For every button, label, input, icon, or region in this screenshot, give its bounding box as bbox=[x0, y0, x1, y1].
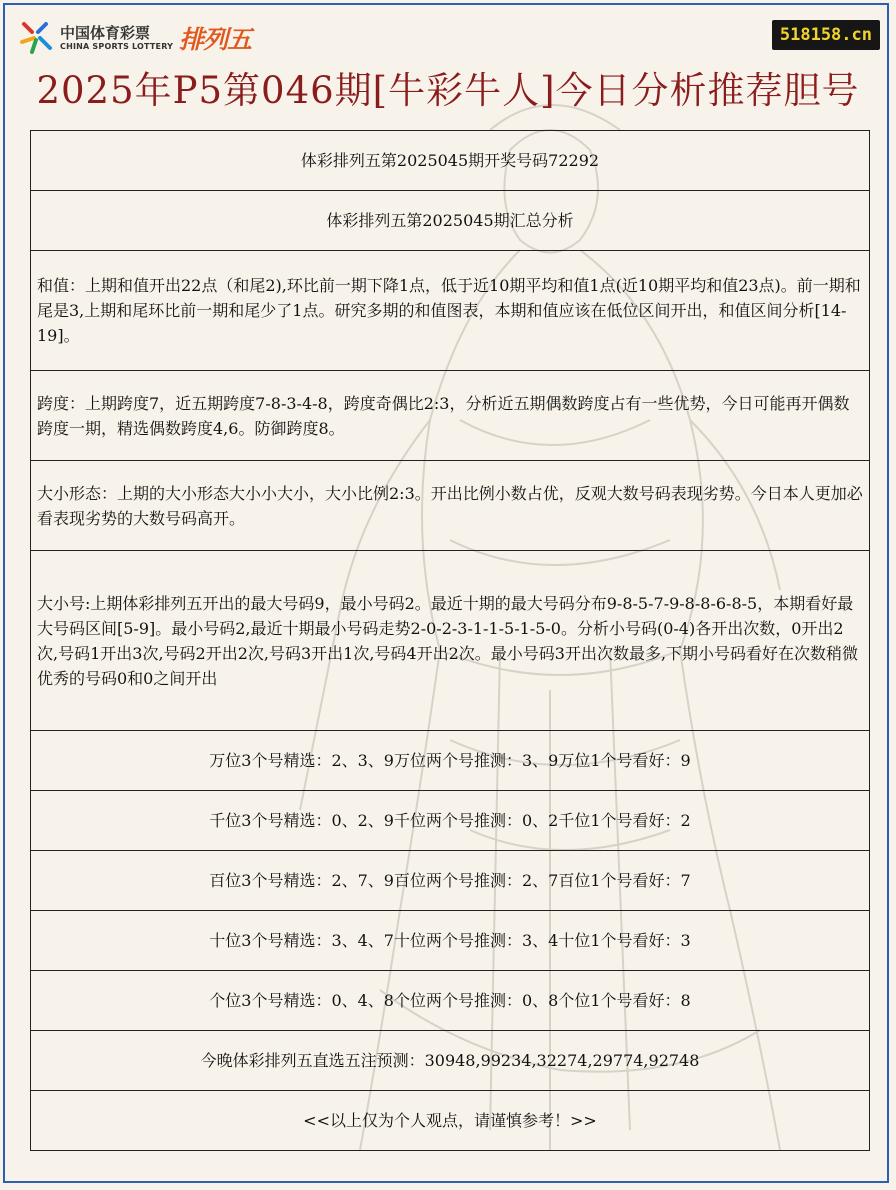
lottery-logo-icon bbox=[18, 20, 54, 56]
table-row bbox=[31, 191, 870, 251]
page-title: 2025年P5第046期[牛彩牛人]今日分析推荐胆号 bbox=[36, 69, 860, 112]
hundreds-pick-cell: 百位3个号精选：2、7、9百位两个号推测：2、7百位1个号看好：7 bbox=[31, 851, 870, 911]
thousands-pick-cell: 千位3个号精选：0、2、9千位两个号推测：0、2千位1个号看好：2 bbox=[31, 791, 870, 851]
table-row bbox=[31, 371, 870, 461]
logo-chinese-text: 中国体育彩票 bbox=[60, 23, 151, 42]
tens-pick-cell: 十位3个号精选：3、4、7十位两个号推测：3、4十位1个号看好：3 bbox=[31, 911, 870, 971]
table-row bbox=[31, 1091, 870, 1151]
table-row bbox=[31, 131, 870, 191]
units-pick-cell: 个位3个号精选：0、4、8个位两个号推测：0、8个位1个号看好：8 bbox=[31, 971, 870, 1031]
table-row bbox=[31, 461, 870, 551]
table-row bbox=[31, 791, 870, 851]
analysis-table bbox=[30, 130, 870, 1151]
site-badge[interactable]: 518158.cn bbox=[772, 20, 880, 50]
size-number-analysis-cell: 大小号:上期体彩排列五开出的最大号码9，最小号码2。最近十期的最大号码分布9-8-5-7-9-8-8-6-8-5，本期看好最大号码区间[5-9]。最小号码2,最近十期最小号码走势2-0-2-3-1-1-5-1-5-0。分析小号码(0-4)各开出次数，0开出2次,号码1开出3次,号码2开出2次,号码3开出1次,号码4开出2次。最小号码3开出次数最多,下期小号码看好在次数稍微优秀的号码0和0之间开出 bbox=[31, 551, 870, 731]
ten-thousands-pick-cell: 万位3个号精选：2、3、9万位两个号推测：3、9万位1个号看好：9 bbox=[31, 731, 870, 791]
table-row bbox=[31, 731, 870, 791]
table-row bbox=[31, 911, 870, 971]
china-sports-lottery-logo[interactable] bbox=[18, 18, 278, 58]
table-row bbox=[31, 851, 870, 911]
draw-result-cell: 体彩排列五第2025045期开奖号码72292 bbox=[31, 131, 870, 191]
sum-value-analysis-cell: 和值：上期和值开出22点（和尾2),环比前一期下降1点，低于近10期平均和值1点(近10期平均和值23点)。前一期和尾是3,上期和尾环比前一期和尾少了1点。研究多期的和值图表，本期和值应该在低位区间开出，和值区间分析[14-19]。 bbox=[31, 251, 870, 371]
table-row bbox=[31, 251, 870, 371]
table-row bbox=[31, 971, 870, 1031]
span-analysis-cell: 跨度：上期跨度7，近五期跨度7-8-3-4-8，跨度奇偶比2:3，分析近五期偶数跨度占有一些优势，今日可能再开偶数跨度一期，精选偶数跨度4,6。防御跨度8。 bbox=[31, 371, 870, 461]
disclaimer-cell: <<以上仅为个人观点，请谨慎参考！>> bbox=[31, 1091, 870, 1151]
size-pattern-analysis-cell: 大小形态：上期的大小形态大小小大小，大小比例2:3。开出比例小数占优，反观大数号码表现劣势。今日本人更加必看表现劣势的大数号码高开。 bbox=[31, 461, 870, 551]
table-row bbox=[31, 1031, 870, 1091]
logo-english-text: CHINA SPORTS LOTTERY bbox=[60, 41, 174, 51]
logo-brand-text: 排列五 bbox=[179, 25, 252, 54]
direct-prediction-cell: 今晚体彩排列五直选五注预测：30948,99234,32274,29774,92748 bbox=[31, 1031, 870, 1091]
table-row bbox=[31, 551, 870, 731]
summary-heading-cell: 体彩排列五第2025045期汇总分析 bbox=[31, 191, 870, 251]
